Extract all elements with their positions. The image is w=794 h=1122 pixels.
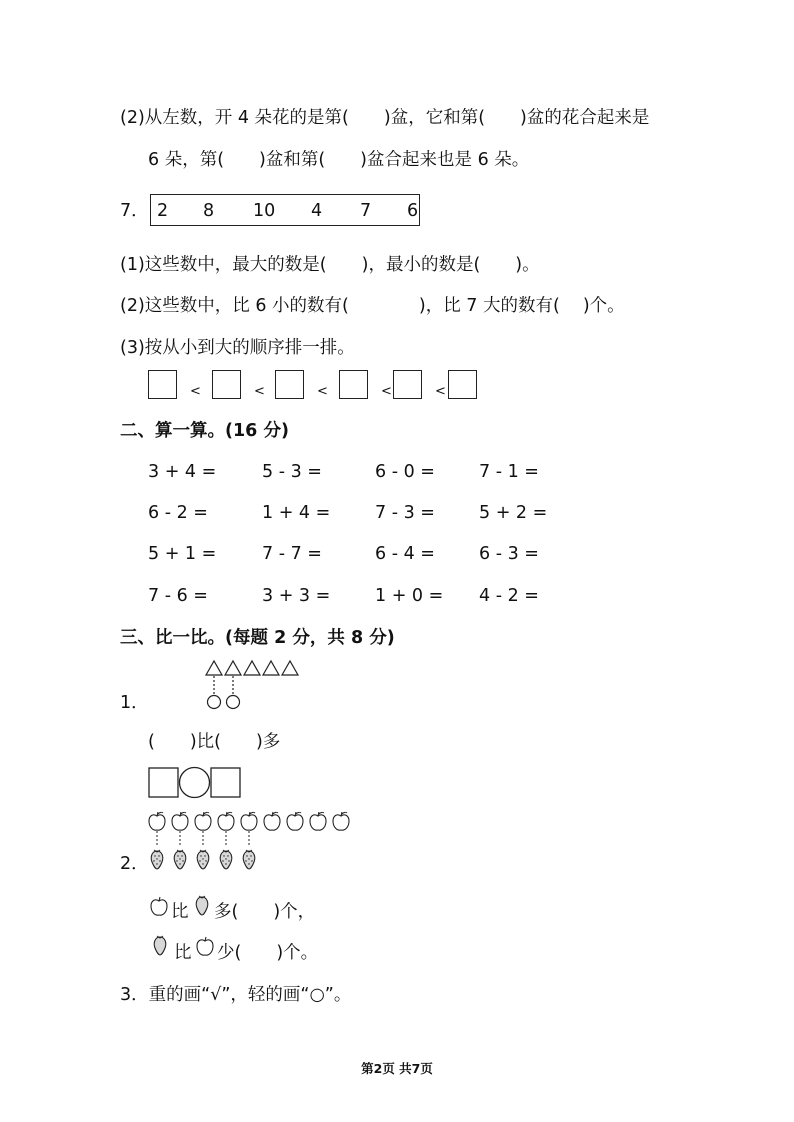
s3-q2-line1-rest: 多( )个，	[214, 902, 316, 922]
section2-heading: 二、算一算。(16 分)	[120, 421, 289, 441]
q7-part2: (2)这些数中，比 6 小的数有( )，比 7 大的数有( )个。	[120, 296, 625, 316]
q7-number-1: 2	[157, 201, 169, 221]
answer-box-4[interactable]	[339, 370, 368, 399]
page-footer: 第2页 共7页	[361, 1061, 433, 1076]
equation: 6 - 4 =	[375, 544, 435, 564]
strawberry-icon	[197, 850, 209, 869]
s3-q3: 3．重的画“√”，轻的画“○”。	[120, 985, 352, 1005]
less-than-sign: <	[254, 384, 265, 399]
q7-number-3: 10	[253, 201, 276, 221]
q7-number-5: 7	[360, 201, 372, 221]
equation: 6 - 0 =	[375, 462, 435, 482]
equation: 3 + 3 =	[262, 586, 331, 606]
less-than-sign: <	[435, 384, 446, 399]
answer-box-1[interactable]	[148, 370, 177, 399]
less-than-sign: <	[381, 384, 392, 399]
answer-box-5[interactable]	[393, 370, 422, 399]
equation: 5 - 3 =	[262, 462, 322, 482]
apple-icon	[149, 812, 165, 830]
section3-heading: 三、比一比。(每题 2 分，共 8 分)	[120, 628, 395, 648]
strawberry-icon	[174, 850, 186, 869]
equation: 7 - 6 =	[148, 586, 208, 606]
circle-icon	[227, 696, 240, 709]
apple-icon	[172, 812, 188, 830]
apple-icon	[333, 812, 349, 830]
apple-icon	[195, 812, 211, 830]
answer-box-3[interactable]	[275, 370, 304, 399]
q7-number-2: 8	[203, 201, 215, 221]
apples-strawberries-figure	[146, 810, 356, 874]
triangle-icon	[206, 661, 222, 675]
triangle-icon	[263, 661, 279, 675]
equation: 1 + 0 =	[375, 586, 444, 606]
equation: 7 - 7 =	[262, 544, 322, 564]
triangles-circles-figure	[204, 658, 300, 710]
circle-icon	[180, 768, 210, 798]
apple-icon	[287, 812, 303, 830]
equation: 6 - 2 =	[148, 503, 208, 523]
strawberry-icon	[151, 850, 163, 869]
circle-icon	[208, 696, 221, 709]
apple-icon	[150, 897, 170, 918]
s3-q1-number: 1．	[120, 693, 149, 713]
apple-icon	[218, 812, 234, 830]
triangle-icon	[282, 661, 298, 675]
q7-number-4: 4	[311, 201, 323, 221]
square-icon	[149, 768, 178, 797]
square-circle-square-figure	[148, 767, 244, 799]
strawberry-icon	[152, 934, 168, 956]
triangle-icon	[225, 661, 241, 675]
strawberry-icon	[194, 894, 210, 916]
apple-icon	[264, 812, 280, 830]
less-than-sign: <	[317, 384, 328, 399]
q7-number-6: 6	[407, 201, 419, 221]
apple-icon	[310, 812, 326, 830]
strawberry-icon	[243, 850, 255, 869]
answer-box-2[interactable]	[212, 370, 241, 399]
equation: 1 + 4 =	[262, 503, 331, 523]
equation: 7 - 3 =	[375, 503, 435, 523]
equation: 5 + 1 =	[148, 544, 217, 564]
less-than-sign: <	[190, 384, 201, 399]
equation: 4 - 2 =	[479, 586, 539, 606]
equation: 7 - 1 =	[479, 462, 539, 482]
s3-q2-line1-bi: 比	[171, 902, 189, 922]
apple-icon	[241, 812, 257, 830]
s3-q1-compare: ( )比( )多	[148, 732, 281, 752]
s3-q2-number: 2．	[120, 854, 149, 874]
s3-q2-line2-rest: 少( )个。	[217, 943, 319, 963]
q6-part2-line1: (2)从左数，开 4 朵花的是第( )盆，它和第( )盆的花合起来是	[120, 108, 650, 128]
q7-number-box	[150, 194, 420, 226]
equation: 6 - 3 =	[479, 544, 539, 564]
triangle-icon	[244, 661, 260, 675]
q7-part1: (1)这些数中，最大的数是( )，最小的数是( )。	[120, 255, 540, 275]
q7-number: 7．	[120, 201, 149, 221]
equation: 3 + 4 =	[148, 462, 217, 482]
answer-box-6[interactable]	[448, 370, 477, 399]
q6-part2-line2: 6 朵，第( )盆和第( )盆合起来也是 6 朵。	[148, 150, 530, 170]
strawberry-icon	[220, 850, 232, 869]
equation: 5 + 2 =	[479, 503, 548, 523]
square-icon	[211, 768, 240, 797]
q7-part3: (3)按从小到大的顺序排一排。	[120, 338, 355, 358]
s3-q2-line2-bi: 比	[174, 943, 192, 963]
apple-icon	[196, 937, 216, 958]
